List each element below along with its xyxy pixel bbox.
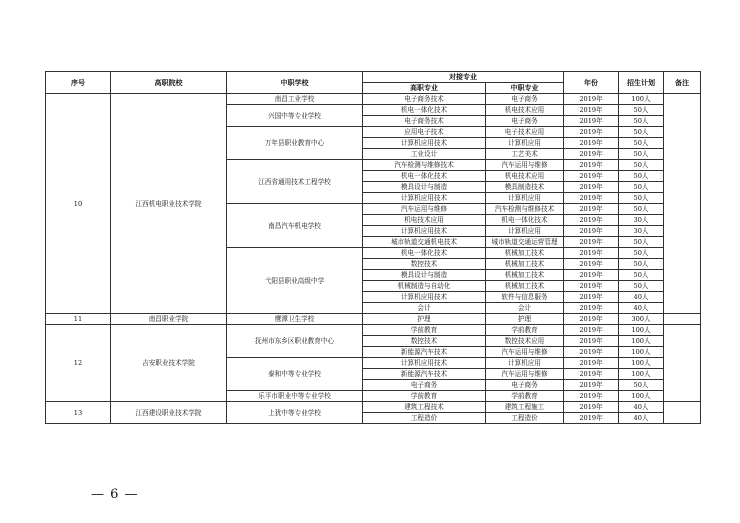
cell-plan: 50人 — [619, 149, 664, 160]
cell-school-major: 电子商务 — [486, 380, 564, 391]
cell-college-major: 城市轨道交通机电技术 — [363, 237, 486, 248]
cell-college-major: 护理 — [363, 314, 486, 325]
cell-year: 2019年 — [564, 182, 619, 193]
cell-plan: 50人 — [619, 270, 664, 281]
cell-year: 2019年 — [564, 380, 619, 391]
enrollment-table — [45, 71, 701, 424]
cell-plan: 50人 — [619, 193, 664, 204]
cell-school-major: 机械加工技术 — [486, 248, 564, 259]
cell-year: 2019年 — [564, 336, 619, 347]
cell-college-major: 计算机应用技术 — [363, 292, 486, 303]
cell-school: 乐平市职业中等专业学校 — [227, 391, 363, 402]
cell-plan: 30人 — [619, 226, 664, 237]
cell-school-major: 计算机应用 — [486, 138, 564, 149]
cell-year: 2019年 — [564, 237, 619, 248]
cell-plan: 40人 — [619, 413, 664, 424]
table-row — [46, 402, 701, 413]
cell-college-major: 新能源汽车技术 — [363, 347, 486, 358]
cell-plan: 100人 — [619, 94, 664, 105]
cell-plan: 30人 — [619, 215, 664, 226]
cell-school-major: 护理 — [486, 314, 564, 325]
cell-college-major: 汽车运用与维修 — [363, 204, 486, 215]
cell-plan: 50人 — [619, 248, 664, 259]
cell-school-major: 计算机应用 — [486, 193, 564, 204]
cell-school-major: 学前教育 — [486, 325, 564, 336]
header-major-group: 对接专业 — [363, 72, 564, 83]
cell-year: 2019年 — [564, 347, 619, 358]
cell-plan: 50人 — [619, 380, 664, 391]
cell-school-major: 汽车运用与维修 — [486, 160, 564, 171]
cell-plan: 50人 — [619, 105, 664, 116]
cell-college-major: 计算机应用技术 — [363, 138, 486, 149]
cell-plan: 100人 — [619, 358, 664, 369]
cell-school-major: 模具制造技术 — [486, 182, 564, 193]
cell-college-major: 电子商务 — [363, 380, 486, 391]
cell-college-major: 工程造价 — [363, 413, 486, 424]
header-note: 备注 — [664, 72, 701, 94]
header-school-major: 中职专业 — [486, 83, 564, 94]
cell-plan: 50人 — [619, 204, 664, 215]
cell-seq: 12 — [46, 325, 111, 402]
table-row — [46, 94, 701, 105]
cell-school-major: 会计 — [486, 303, 564, 314]
cell-school-major: 软件与信息服务 — [486, 292, 564, 303]
cell-school: 万年县职业教育中心 — [227, 127, 363, 160]
cell-school-major: 汽车检测与维修技术 — [486, 204, 564, 215]
cell-college-major: 机电一体化技术 — [363, 105, 486, 116]
cell-plan: 50人 — [619, 237, 664, 248]
cell-school-major: 电子商务 — [486, 116, 564, 127]
cell-school: 弋阳县职业高级中学 — [227, 248, 363, 314]
cell-year: 2019年 — [564, 138, 619, 149]
cell-school-major: 机电技术应用 — [486, 105, 564, 116]
cell-note — [664, 314, 701, 325]
cell-plan: 50人 — [619, 281, 664, 292]
cell-plan: 100人 — [619, 347, 664, 358]
cell-note — [664, 325, 701, 402]
cell-plan: 100人 — [619, 391, 664, 402]
cell-plan: 100人 — [619, 369, 664, 380]
cell-school: 上犹中等专业学校 — [227, 402, 363, 424]
cell-year: 2019年 — [564, 248, 619, 259]
table-row — [46, 325, 701, 336]
cell-college: 江西建设职业技术学院 — [111, 402, 227, 424]
cell-note — [664, 94, 701, 314]
cell-school-major: 机械加工技术 — [486, 259, 564, 270]
cell-school: 兴国中等专业学校 — [227, 105, 363, 127]
cell-year: 2019年 — [564, 116, 619, 127]
cell-school-major: 机电技术应用 — [486, 171, 564, 182]
cell-college-major: 机械制造与自动化 — [363, 281, 486, 292]
cell-college-major: 电子商务技术 — [363, 94, 486, 105]
cell-college-major: 电子商务技术 — [363, 116, 486, 127]
page-number: — 6 — — [91, 487, 139, 502]
cell-plan: 50人 — [619, 127, 664, 138]
cell-year: 2019年 — [564, 325, 619, 336]
cell-year: 2019年 — [564, 105, 619, 116]
cell-year: 2019年 — [564, 314, 619, 325]
header-college-major: 高职专业 — [363, 83, 486, 94]
header-college: 高职院校 — [111, 72, 227, 94]
cell-school-major: 机械加工技术 — [486, 270, 564, 281]
cell-college-major: 机电技术应用 — [363, 215, 486, 226]
cell-plan: 300人 — [619, 314, 664, 325]
cell-school-major: 学前教育 — [486, 391, 564, 402]
cell-school-major: 工程造价 — [486, 413, 564, 424]
cell-plan: 50人 — [619, 138, 664, 149]
cell-year: 2019年 — [564, 369, 619, 380]
header-seq: 序号 — [46, 72, 111, 94]
cell-school: 江西省通用技术工程学校 — [227, 160, 363, 204]
cell-year: 2019年 — [564, 270, 619, 281]
cell-plan: 40人 — [619, 402, 664, 413]
cell-year: 2019年 — [564, 413, 619, 424]
cell-college-major: 新能源汽车技术 — [363, 369, 486, 380]
cell-college-major: 数控技术 — [363, 259, 486, 270]
cell-plan: 50人 — [619, 116, 664, 127]
cell-school: 鹰潭卫生学校 — [227, 314, 363, 325]
cell-school-major: 汽车运用与维修 — [486, 347, 564, 358]
cell-year: 2019年 — [564, 292, 619, 303]
cell-seq: 11 — [46, 314, 111, 325]
cell-college-major: 机电一体化技术 — [363, 248, 486, 259]
cell-year: 2019年 — [564, 402, 619, 413]
cell-college-major: 学前教育 — [363, 391, 486, 402]
cell-college: 吉安职业技术学院 — [111, 325, 227, 402]
cell-school-major: 电子商务 — [486, 94, 564, 105]
cell-college-major: 工业设计 — [363, 149, 486, 160]
cell-year: 2019年 — [564, 303, 619, 314]
cell-college-major: 模具设计与制造 — [363, 270, 486, 281]
cell-school-major: 汽车运用与维修 — [486, 369, 564, 380]
cell-college-major: 学前教育 — [363, 325, 486, 336]
cell-year: 2019年 — [564, 171, 619, 182]
table-row — [46, 314, 701, 325]
cell-college-major: 计算机应用技术 — [363, 193, 486, 204]
header-year: 年份 — [564, 72, 619, 94]
cell-college-major: 数控技术 — [363, 336, 486, 347]
cell-seq: 13 — [46, 402, 111, 424]
cell-college-major: 机电一体化技术 — [363, 171, 486, 182]
cell-school-major: 建筑工程施工 — [486, 402, 564, 413]
cell-year: 2019年 — [564, 259, 619, 270]
cell-school-major: 计算机应用 — [486, 226, 564, 237]
cell-year: 2019年 — [564, 281, 619, 292]
cell-school: 南昌汽车机电学校 — [227, 204, 363, 248]
cell-college-major: 会计 — [363, 303, 486, 314]
cell-plan: 40人 — [619, 303, 664, 314]
cell-college-major: 应用电子技术 — [363, 127, 486, 138]
header-school: 中职学校 — [227, 72, 363, 94]
cell-school-major: 计算机应用 — [486, 358, 564, 369]
cell-year: 2019年 — [564, 358, 619, 369]
cell-note — [664, 402, 701, 424]
cell-plan: 50人 — [619, 259, 664, 270]
cell-school: 南昌工业学校 — [227, 94, 363, 105]
cell-school-major: 数控技术应用 — [486, 336, 564, 347]
cell-year: 2019年 — [564, 149, 619, 160]
cell-school-major: 电子技术应用 — [486, 127, 564, 138]
cell-school-major: 城市轨道交通运营管理 — [486, 237, 564, 248]
cell-college: 江西机电职业技术学院 — [111, 94, 227, 314]
cell-college-major: 计算机应用技术 — [363, 226, 486, 237]
cell-school-major: 机械加工技术 — [486, 281, 564, 292]
table-header — [46, 72, 701, 94]
cell-year: 2019年 — [564, 391, 619, 402]
cell-year: 2019年 — [564, 204, 619, 215]
cell-year: 2019年 — [564, 226, 619, 237]
cell-plan: 50人 — [619, 182, 664, 193]
table-body — [46, 94, 701, 424]
cell-plan: 100人 — [619, 336, 664, 347]
cell-plan: 50人 — [619, 171, 664, 182]
cell-plan: 100人 — [619, 325, 664, 336]
cell-college-major: 计算机应用技术 — [363, 358, 486, 369]
cell-school-major: 工艺美术 — [486, 149, 564, 160]
cell-year: 2019年 — [564, 127, 619, 138]
cell-school: 抚州市东乡区职业教育中心 — [227, 325, 363, 358]
cell-college-major: 模具设计与制造 — [363, 182, 486, 193]
cell-year: 2019年 — [564, 94, 619, 105]
cell-seq: 10 — [46, 94, 111, 314]
cell-college: 南昌职业学院 — [111, 314, 227, 325]
cell-year: 2019年 — [564, 160, 619, 171]
cell-plan: 40人 — [619, 292, 664, 303]
cell-year: 2019年 — [564, 215, 619, 226]
cell-school-major: 机电一体化技术 — [486, 215, 564, 226]
header-plan: 招生计划 — [619, 72, 664, 94]
cell-college-major: 汽车检测与维修技术 — [363, 160, 486, 171]
cell-college-major: 建筑工程技术 — [363, 402, 486, 413]
cell-school: 泰和中等专业学校 — [227, 358, 363, 391]
cell-year: 2019年 — [564, 193, 619, 204]
cell-plan: 50人 — [619, 160, 664, 171]
